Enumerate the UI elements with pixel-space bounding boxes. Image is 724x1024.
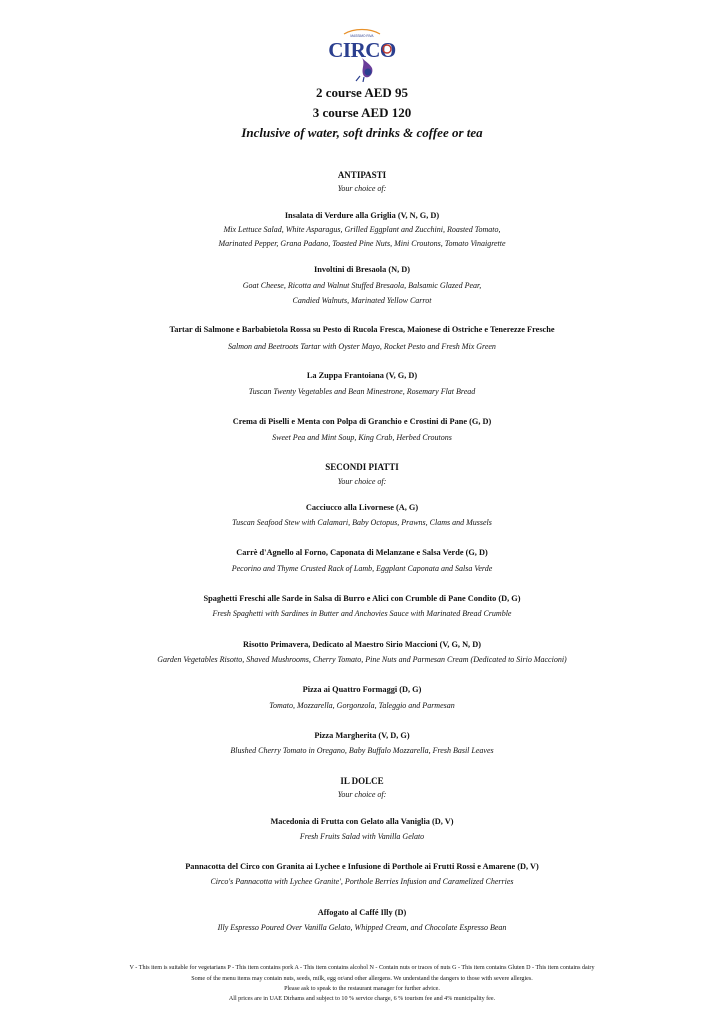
dish-description: Pecorino and Thyme Crusted Rack of Lamb, Eggplant Caponata and Salsa Verde [231, 564, 493, 573]
dish-name: Cacciucco alla Livornese (A, G) [305, 503, 419, 512]
dish-name: Insalata di Verdure alla Griglia (V, N, G, D) [284, 211, 440, 220]
dish-description: Mix Lettuce Salad, White Asparagus, Grilled Eggplant and Zucchini, Roasted Tomato, [223, 225, 501, 234]
price-two-course: 2 course AED 95 [315, 85, 409, 100]
dish-name: Pizza ai Quattro Formaggi (D, G) [302, 685, 422, 694]
dish-name: Pizza Margherita (V, D, G) [314, 731, 410, 740]
inclusive-note: Inclusive of water, soft drinks & coffee or tea [241, 125, 483, 140]
circo-logo [322, 24, 402, 82]
logo-tagline: MASSIMO RIVA [350, 34, 374, 38]
dish-name: Affogato al Caffé Illy (D) [317, 908, 407, 917]
section-choice-dolce: Your choice of: [337, 790, 387, 799]
dish-description: Goat Cheese, Ricotta and Walnut Stuffed Bresaola, Balsamic Glazed Pear, [242, 281, 482, 290]
dish-name: Carrè d'Agnello al Forno, Caponata di Melanzane e Salsa Verde (G, D) [236, 548, 488, 557]
dish-description: Circo's Pannacotta with Lychee Granite', Porthole Berries Infusion and Caramelized Cherries [210, 877, 514, 886]
dish-description: Candied Walnuts, Marinated Yellow Carrot [292, 296, 432, 305]
dish-description: Tomato, Mozzarella, Gorgonzola, Taleggio and Parmesan [269, 701, 455, 710]
footer-prices: All prices are in UAE Dirhams and subject to 10 % service charge, 6 % tourism fee and 4% municipality fee. [228, 996, 496, 1002]
section-choice-secondi: Your choice of: [337, 477, 387, 486]
dish-description: Illy Espresso Poured Over Vanilla Gelato, Whipped Cream, and Chocolate Espresso Bean [217, 923, 507, 932]
dish-description: Marinated Pepper, Grana Padano, Toasted Pine Nuts, Mini Croutons, Tomato Vinaigrette [218, 239, 506, 248]
logo-wordmark: CIRCO [328, 38, 396, 62]
dish-name: La Zuppa Frantoiana (V, G, D) [306, 371, 418, 380]
logo-mascot-legs [356, 76, 364, 82]
price-three-course: 3 course AED 120 [312, 105, 412, 120]
section-title-dolce: IL DOLCE [340, 776, 384, 786]
dish-name: Spaghetti Freschi alle Sarde in Salsa di Burro e Alici con Crumble di Pane Condito (D, G) [203, 594, 521, 603]
section-title-secondi: SECONDI PIATTI [325, 462, 399, 472]
dish-name: Crema di Piselli e Menta con Polpa di Granchio e Crostini di Pane (G, D) [232, 417, 492, 426]
dish-name: Tartar di Salmone e Barbabietola Rossa su Pesto di Rucola Fresca, Maionese di Ostriche e Tenerezze Fresche [169, 325, 555, 334]
dish-description: Salmon and Beetroots Tartar with Oyster Mayo, Rocket Pesto and Fresh Mix Green [228, 342, 496, 351]
footer-allergens: Some of the menu items may contain nuts, seeds, milk, egg or/and other allergens. We understand the dangers to those with severe allergies. [191, 976, 533, 982]
dish-description: Garden Vegetables Risotto, Shaved Mushrooms, Cherry Tomato, Pine Nuts and Parmesan Cream (Dedicated to Sirio Maccioni) [157, 655, 567, 664]
circo-logo-icon [322, 24, 402, 82]
section-title-antipasti: ANTIPASTI [337, 170, 387, 180]
footer-legend: V - This item is suitable for vegetarians P - This item contains pork A - This item contains alcohol N - Contain nuts or traces of nuts G - This item contains Gluten D - This item contains dairy [129, 965, 595, 971]
section-choice-antipasti: Your choice of: [337, 184, 387, 193]
dish-name: Involtini di Bresaola (N, D) [314, 265, 410, 274]
dish-name: Pannacotta del Circo con Granita ai Lychee e Infusione di Porthole ai Frutti Rossi e Amarene (D, V) [185, 862, 539, 871]
logo-mascot-head [365, 69, 372, 76]
dish-description: Fresh Spaghetti with Sardines in Butter and Anchovies Sauce with Marinated Bread Crumble [212, 609, 512, 618]
dish-name: Risotto Primavera, Dedicato al Maestro Sirio Maccioni (V, G, N, D) [243, 640, 481, 649]
dish-description: Tuscan Twenty Vegetables and Bean Minestrone, Rosemary Flat Bread [248, 387, 476, 396]
dish-description: Blushed Cherry Tomato in Oregano, Baby Buffalo Mozzarella, Fresh Basil Leaves [230, 746, 494, 755]
dish-name: Macedonia di Frutta con Gelato alla Vaniglia (D, V) [270, 817, 454, 826]
dish-description: Sweet Pea and Mint Soup, King Crab, Herbed Croutons [272, 433, 452, 442]
dish-description: Fresh Fruits Salad with Vanilla Gelato [299, 832, 425, 841]
footer-ask-manager: Please ask to speak to the restaurant manager for further advice. [284, 986, 440, 992]
dish-description: Tuscan Seafood Stew with Calamari, Baby Octopus, Prawns, Clams and Mussels [232, 518, 492, 527]
